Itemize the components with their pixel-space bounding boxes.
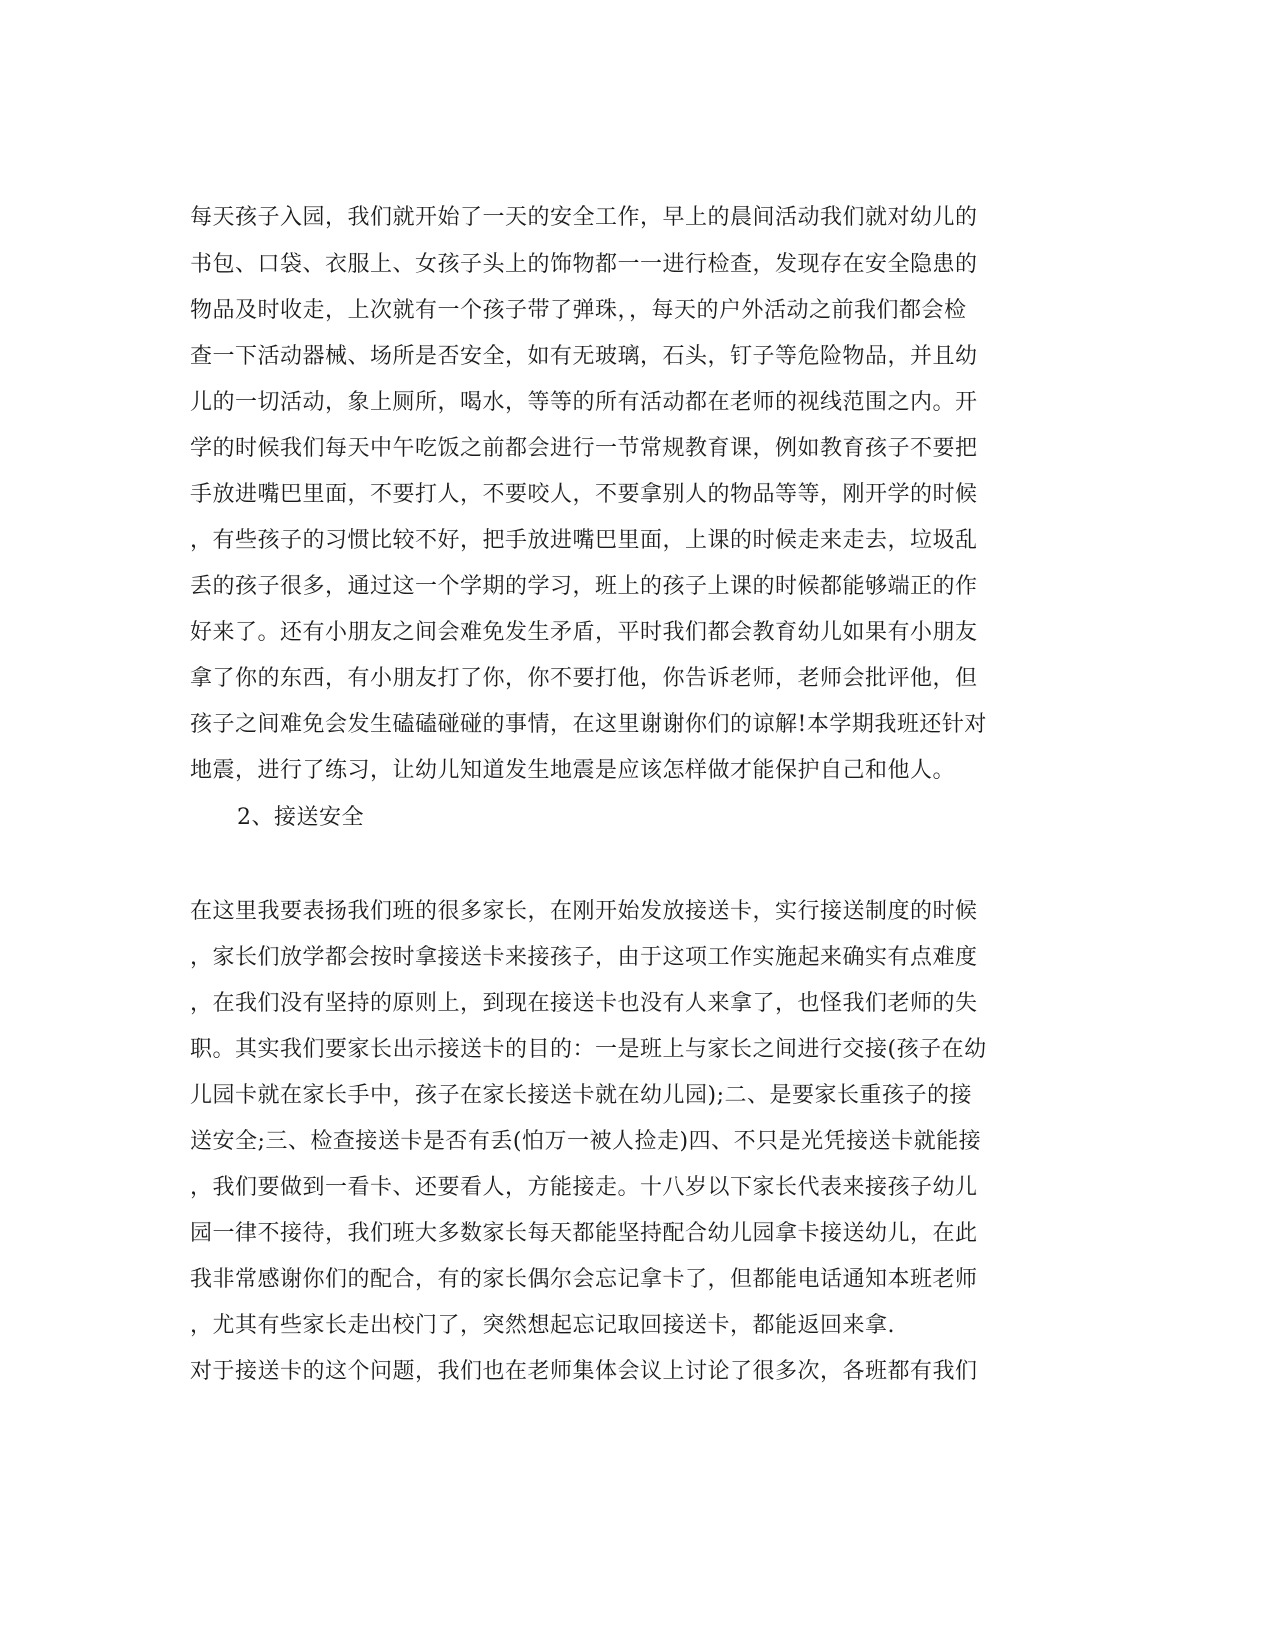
paragraph-line: ，在我们没有坚持的原则上，到现在接送卡也没有人来拿了，也怪我们老师的失 [190, 991, 978, 1016]
paragraph-line: 送安全;三、检查接送卡是否有丢(怕万一被人捡走)四、不只是光凭接送卡就能接 [190, 1129, 982, 1154]
paragraph-line: 丢的孩子很多，通过这一个学期的学习，班上的孩子上课的时候都能够端正的作 [190, 574, 978, 599]
paragraph-line: 物品及时收走，上次就有一个孩子带了弹珠，，每天的户外活动之前我们都会检 [190, 298, 967, 323]
paragraph-line: ，我们要做到一看卡、还要看人，方能接走。十八岁以下家长代表来接孩子幼儿 [190, 1175, 978, 1200]
paragraph-line: ，尤其有些家长走出校门了，突然想起忘记取回接送卡，都能返回来拿. [190, 1313, 895, 1338]
paragraph-line: 我非常感谢你们的配合，有的家长偶尔会忘记拿卡了，但都能电话通知本班老师 [190, 1267, 978, 1292]
paragraph-line: 儿园卡就在家长手中，孩子在家长接送卡就在幼儿园);二、是要家长重孩子的接 [190, 1083, 972, 1108]
paragraph-line: 在这里我要表扬我们班的很多家长，在刚开始发放接送卡，实行接送制度的时候 [190, 899, 978, 924]
paragraph-line: 孩子之间难免会发生磕磕碰碰的事情，在这里谢谢你们的谅解!本学期我班还针对 [190, 712, 987, 737]
paragraph-line: 儿的一切活动，象上厕所，喝水，等等的所有活动都在老师的视线范围之内。开 [190, 390, 978, 415]
paragraph-line: 查一下活动器械、场所是否安全，如有无玻璃，石头，钉子等危险物品，并且幼 [190, 344, 978, 369]
paragraph-line: ，家长们放学都会按时拿接送卡来接孩子，由于这项工作实施起来确实有点难度 [190, 945, 978, 970]
paragraph-line: 拿了你的东西，有小朋友打了你，你不要打他，你告诉老师，老师会批评他，但 [190, 666, 978, 691]
paragraph-line: 园一律不接待，我们班大多数家长每天都能坚持配合幼儿园拿卡接送幼儿，在此 [190, 1221, 978, 1246]
paragraph-line: 好来了。还有小朋友之间会难免发生矛盾，平时我们都会教育幼儿如果有小朋友 [190, 620, 978, 645]
paragraph-line: 每天孩子入园，我们就开始了一天的安全工作，早上的晨间活动我们就对幼儿的 [190, 205, 978, 230]
paragraph-line: 手放进嘴巴里面，不要打人，不要咬人，不要拿别人的物品等等，刚开学的时候 [190, 482, 978, 507]
section-heading: 2、接送安全 [237, 805, 364, 830]
paragraph-line: 对于接送卡的这个问题，我们也在老师集体会议上讨论了很多次，各班都有我们 [190, 1359, 978, 1384]
paragraph-line: 职。其实我们要家长出示接送卡的目的：一是班上与家长之间进行交接(孩子在幼 [190, 1037, 987, 1062]
paragraph-line: 书包、口袋、衣服上、女孩子头上的饰物都一一进行检查，发现存在安全隐患的 [190, 252, 978, 277]
paragraph-line: 地震，进行了练习，让幼儿知道发生地震是应该怎样做才能保护自己和他人。 [190, 758, 956, 783]
paragraph-line: ，有些孩子的习惯比较不好，把手放进嘴巴里面，上课的时候走来走去，垃圾乱 [190, 528, 978, 553]
paragraph-line: 学的时候我们每天中午吃饭之前都会进行一节常规教育课，例如教育孩子不要把 [190, 436, 978, 461]
